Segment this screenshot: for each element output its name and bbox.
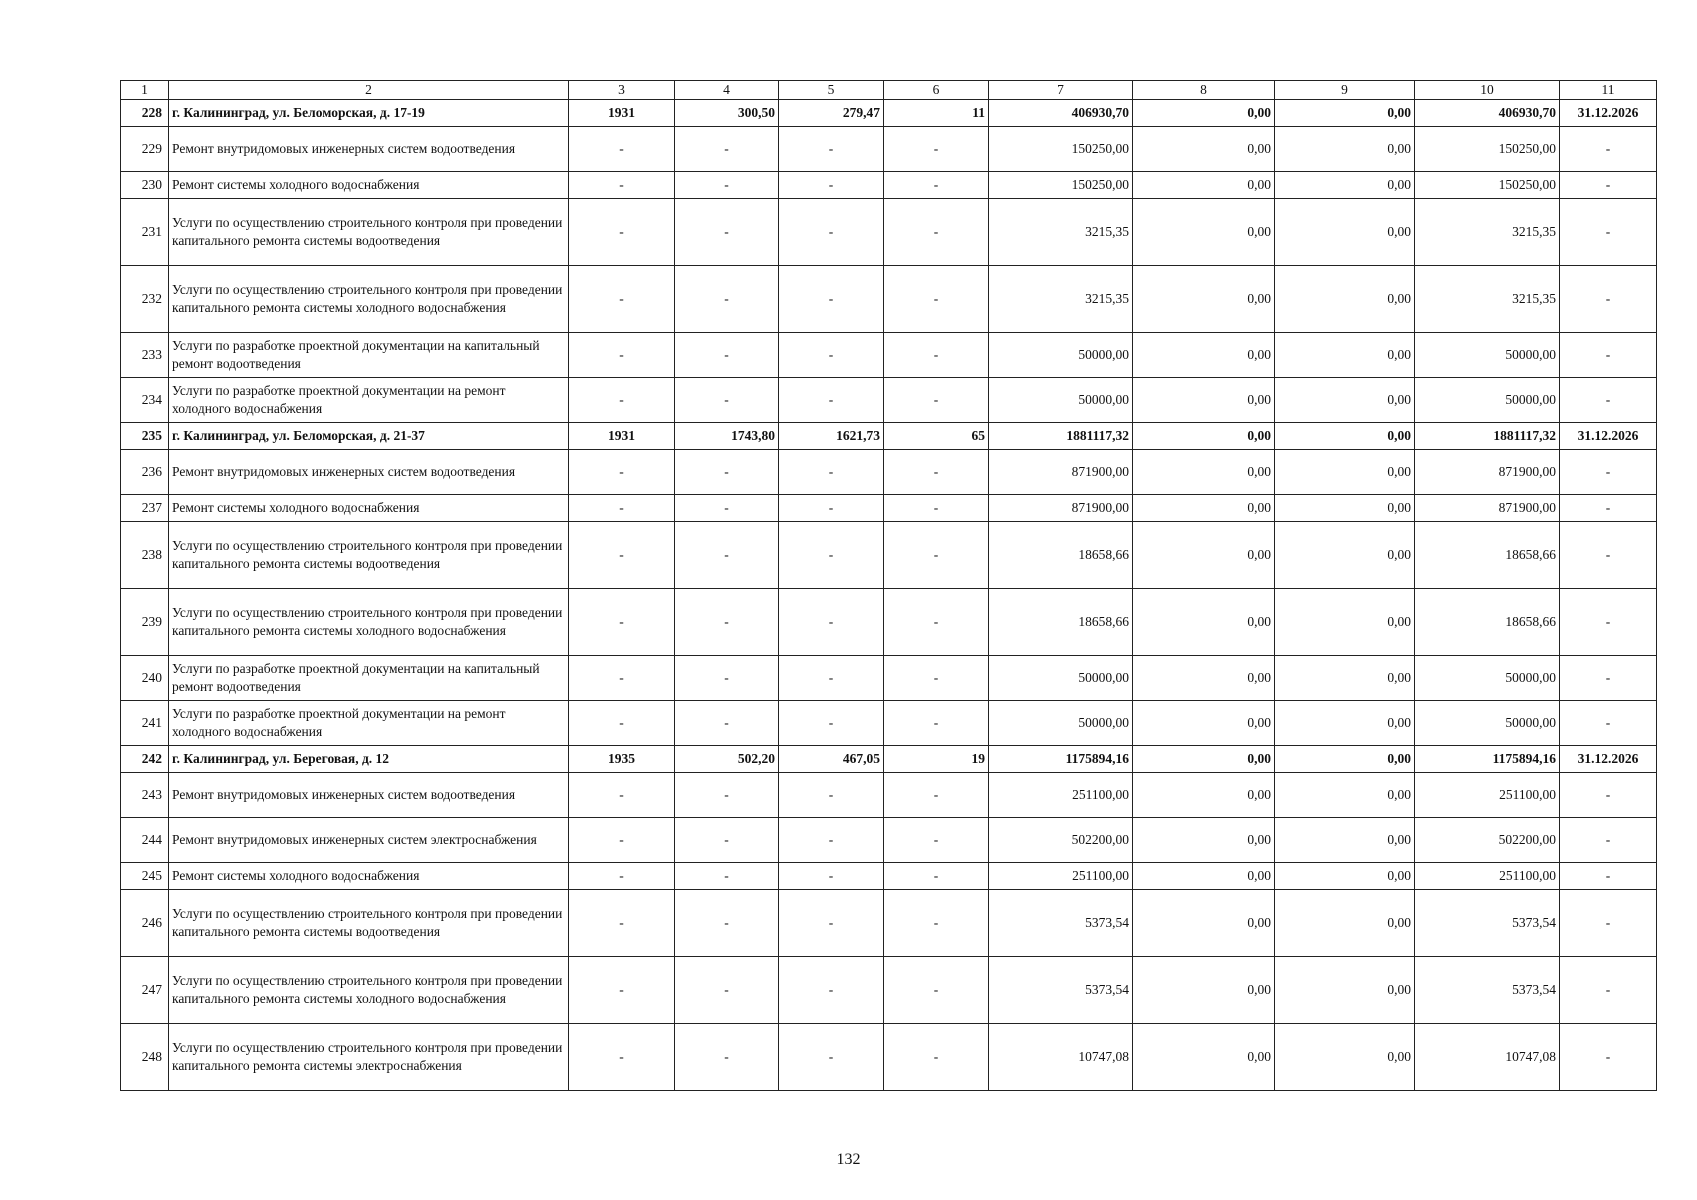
residents-cell: -	[884, 378, 989, 423]
row-number-cell: 232	[121, 266, 169, 333]
year-built-cell: -	[569, 495, 675, 522]
total-area-cell: -	[675, 818, 779, 863]
work-item-row	[121, 818, 1657, 863]
total-area-cell: -	[675, 890, 779, 957]
year-built-cell: -	[569, 863, 675, 890]
description-cell: Услуги по разработке проектной документации на ремонт холодного водоснабжения	[169, 378, 569, 423]
description-cell: Ремонт внутридомовых инженерных систем водоотведения	[169, 773, 569, 818]
year-built-cell: 1931	[569, 423, 675, 450]
description-cell: Услуги по осуществлению строительного контроля при проведении капитального ремонта системы водоотведения	[169, 199, 569, 266]
regional-fund-cost-cell: 50000,00	[1415, 656, 1560, 701]
living-area-cell: -	[779, 1024, 884, 1091]
residents-cell: 19	[884, 746, 989, 773]
header-cell: 8	[1133, 81, 1275, 100]
total-area-cell: -	[675, 863, 779, 890]
residents-cell: -	[884, 333, 989, 378]
fund-cost-cell: 0,00	[1133, 818, 1275, 863]
fund-cost-cell: 0,00	[1133, 450, 1275, 495]
other-cost-cell: 0,00	[1275, 199, 1415, 266]
fund-cost-cell: 0,00	[1133, 773, 1275, 818]
fund-cost-cell: 0,00	[1133, 890, 1275, 957]
work-item-row	[121, 199, 1657, 266]
year-built-cell: -	[569, 1024, 675, 1091]
total-cost-cell: 1881117,32	[989, 423, 1133, 450]
fund-cost-cell: 0,00	[1133, 1024, 1275, 1091]
total-cost-cell: 5373,54	[989, 957, 1133, 1024]
living-area-cell: -	[779, 818, 884, 863]
total-cost-cell: 871900,00	[989, 450, 1133, 495]
residents-cell: -	[884, 656, 989, 701]
total-cost-cell: 5373,54	[989, 890, 1133, 957]
fund-cost-cell: 0,00	[1133, 701, 1275, 746]
description-cell: г. Калининград, ул. Береговая, д. 12	[169, 746, 569, 773]
fund-cost-cell: 0,00	[1133, 266, 1275, 333]
year-built-cell: -	[569, 199, 675, 266]
residents-cell: -	[884, 589, 989, 656]
description-cell: г. Калининград, ул. Беломорская, д. 17-19	[169, 100, 569, 127]
row-number-cell: 244	[121, 818, 169, 863]
work-item-row	[121, 378, 1657, 423]
residents-cell: -	[884, 957, 989, 1024]
living-area-cell: -	[779, 701, 884, 746]
row-number-cell: 231	[121, 199, 169, 266]
living-area-cell: -	[779, 773, 884, 818]
completion-date-cell: 31.12.2026	[1560, 423, 1657, 450]
total-cost-cell: 50000,00	[989, 378, 1133, 423]
work-item-row	[121, 333, 1657, 378]
header-cell: 7	[989, 81, 1133, 100]
year-built-cell: 1935	[569, 746, 675, 773]
living-area-cell: 1621,73	[779, 423, 884, 450]
completion-date-cell: 31.12.2026	[1560, 746, 1657, 773]
address-row	[121, 100, 1657, 127]
fund-cost-cell: 0,00	[1133, 589, 1275, 656]
other-cost-cell: 0,00	[1275, 450, 1415, 495]
description-cell: Услуги по разработке проектной документации на ремонт холодного водоснабжения	[169, 701, 569, 746]
regional-fund-cost-cell: 150250,00	[1415, 172, 1560, 199]
regional-fund-cost-cell: 502200,00	[1415, 818, 1560, 863]
header-cell: 6	[884, 81, 989, 100]
completion-date-cell: -	[1560, 773, 1657, 818]
completion-date-cell: -	[1560, 1024, 1657, 1091]
header-cell: 5	[779, 81, 884, 100]
regional-fund-cost-cell: 871900,00	[1415, 450, 1560, 495]
regional-fund-cost-cell: 1881117,32	[1415, 423, 1560, 450]
fund-cost-cell: 0,00	[1133, 378, 1275, 423]
total-area-cell: -	[675, 378, 779, 423]
year-built-cell: -	[569, 773, 675, 818]
total-cost-cell: 251100,00	[989, 863, 1133, 890]
regional-fund-cost-cell: 50000,00	[1415, 701, 1560, 746]
year-built-cell: -	[569, 172, 675, 199]
header-cell: 11	[1560, 81, 1657, 100]
work-item-row	[121, 701, 1657, 746]
other-cost-cell: 0,00	[1275, 746, 1415, 773]
residents-cell: -	[884, 172, 989, 199]
year-built-cell: -	[569, 127, 675, 172]
total-area-cell: 502,20	[675, 746, 779, 773]
living-area-cell: -	[779, 522, 884, 589]
total-cost-cell: 502200,00	[989, 818, 1133, 863]
work-item-row	[121, 266, 1657, 333]
residents-cell: -	[884, 1024, 989, 1091]
row-number-cell: 236	[121, 450, 169, 495]
description-cell: Услуги по осуществлению строительного контроля при проведении капитального ремонта системы холодного водоснабжения	[169, 589, 569, 656]
other-cost-cell: 0,00	[1275, 863, 1415, 890]
document-sheet	[120, 80, 1656, 1091]
regional-fund-cost-cell: 10747,08	[1415, 1024, 1560, 1091]
residents-cell: -	[884, 127, 989, 172]
row-number-cell: 240	[121, 656, 169, 701]
living-area-cell: -	[779, 890, 884, 957]
completion-date-cell: -	[1560, 818, 1657, 863]
column-number-header-row	[121, 81, 1657, 100]
other-cost-cell: 0,00	[1275, 957, 1415, 1024]
header-cell: 1	[121, 81, 169, 100]
work-item-row	[121, 450, 1657, 495]
total-area-cell: -	[675, 701, 779, 746]
total-area-cell: -	[675, 773, 779, 818]
regional-fund-cost-cell: 251100,00	[1415, 863, 1560, 890]
fund-cost-cell: 0,00	[1133, 957, 1275, 1024]
row-number-cell: 238	[121, 522, 169, 589]
other-cost-cell: 0,00	[1275, 1024, 1415, 1091]
total-cost-cell: 3215,35	[989, 199, 1133, 266]
fund-cost-cell: 0,00	[1133, 199, 1275, 266]
fund-cost-cell: 0,00	[1133, 522, 1275, 589]
residents-cell: -	[884, 890, 989, 957]
description-cell: Ремонт внутридомовых инженерных систем электроснабжения	[169, 818, 569, 863]
completion-date-cell: -	[1560, 266, 1657, 333]
living-area-cell: -	[779, 957, 884, 1024]
fund-cost-cell: 0,00	[1133, 100, 1275, 127]
total-area-cell: -	[675, 127, 779, 172]
residents-cell: 11	[884, 100, 989, 127]
total-cost-cell: 871900,00	[989, 495, 1133, 522]
living-area-cell: -	[779, 333, 884, 378]
row-number-cell: 242	[121, 746, 169, 773]
other-cost-cell: 0,00	[1275, 890, 1415, 957]
other-cost-cell: 0,00	[1275, 701, 1415, 746]
completion-date-cell: -	[1560, 522, 1657, 589]
fund-cost-cell: 0,00	[1133, 172, 1275, 199]
description-cell: Услуги по осуществлению строительного контроля при проведении капитального ремонта системы электроснабжения	[169, 1024, 569, 1091]
living-area-cell: -	[779, 199, 884, 266]
residents-cell: -	[884, 450, 989, 495]
completion-date-cell: -	[1560, 589, 1657, 656]
completion-date-cell: -	[1560, 378, 1657, 423]
work-item-row	[121, 656, 1657, 701]
year-built-cell: -	[569, 656, 675, 701]
total-cost-cell: 50000,00	[989, 333, 1133, 378]
row-number-cell: 235	[121, 423, 169, 450]
regional-fund-cost-cell: 1175894,16	[1415, 746, 1560, 773]
address-row	[121, 423, 1657, 450]
row-number-cell: 237	[121, 495, 169, 522]
total-area-cell: -	[675, 450, 779, 495]
completion-date-cell: -	[1560, 890, 1657, 957]
fund-cost-cell: 0,00	[1133, 333, 1275, 378]
living-area-cell: -	[779, 378, 884, 423]
regional-fund-cost-cell: 18658,66	[1415, 589, 1560, 656]
total-area-cell: -	[675, 266, 779, 333]
description-cell: Ремонт системы холодного водоснабжения	[169, 863, 569, 890]
completion-date-cell: -	[1560, 127, 1657, 172]
total-area-cell: -	[675, 199, 779, 266]
other-cost-cell: 0,00	[1275, 127, 1415, 172]
year-built-cell: -	[569, 818, 675, 863]
total-cost-cell: 406930,70	[989, 100, 1133, 127]
work-item-row	[121, 127, 1657, 172]
regional-fund-cost-cell: 871900,00	[1415, 495, 1560, 522]
total-cost-cell: 50000,00	[989, 701, 1133, 746]
year-built-cell: -	[569, 701, 675, 746]
regional-fund-cost-cell: 251100,00	[1415, 773, 1560, 818]
living-area-cell: -	[779, 656, 884, 701]
regional-fund-cost-cell: 3215,35	[1415, 199, 1560, 266]
total-cost-cell: 18658,66	[989, 522, 1133, 589]
other-cost-cell: 0,00	[1275, 773, 1415, 818]
row-number-cell: 246	[121, 890, 169, 957]
year-built-cell: -	[569, 589, 675, 656]
living-area-cell: -	[779, 589, 884, 656]
completion-date-cell: -	[1560, 495, 1657, 522]
header-cell: 3	[569, 81, 675, 100]
other-cost-cell: 0,00	[1275, 266, 1415, 333]
work-item-row	[121, 522, 1657, 589]
other-cost-cell: 0,00	[1275, 378, 1415, 423]
description-cell: Ремонт системы холодного водоснабжения	[169, 172, 569, 199]
page-number: 132	[836, 1151, 861, 1168]
completion-date-cell: -	[1560, 199, 1657, 266]
other-cost-cell: 0,00	[1275, 100, 1415, 127]
residents-cell: -	[884, 522, 989, 589]
row-number-cell: 234	[121, 378, 169, 423]
living-area-cell: -	[779, 863, 884, 890]
row-number-cell: 239	[121, 589, 169, 656]
completion-date-cell: -	[1560, 656, 1657, 701]
total-cost-cell: 150250,00	[989, 127, 1133, 172]
total-area-cell: -	[675, 172, 779, 199]
year-built-cell: -	[569, 378, 675, 423]
fund-cost-cell: 0,00	[1133, 863, 1275, 890]
residents-cell: -	[884, 701, 989, 746]
total-cost-cell: 251100,00	[989, 773, 1133, 818]
work-item-row	[121, 863, 1657, 890]
other-cost-cell: 0,00	[1275, 589, 1415, 656]
residents-cell: -	[884, 266, 989, 333]
regional-fund-cost-cell: 406930,70	[1415, 100, 1560, 127]
residents-cell: -	[884, 863, 989, 890]
total-cost-cell: 10747,08	[989, 1024, 1133, 1091]
regional-fund-cost-cell: 50000,00	[1415, 378, 1560, 423]
description-cell: Услуги по осуществлению строительного контроля при проведении капитального ремонта системы холодного водоснабжения	[169, 266, 569, 333]
completion-date-cell: -	[1560, 172, 1657, 199]
header-cell: 2	[169, 81, 569, 100]
total-area-cell: -	[675, 1024, 779, 1091]
row-number-cell: 241	[121, 701, 169, 746]
fund-cost-cell: 0,00	[1133, 423, 1275, 450]
total-area-cell: 300,50	[675, 100, 779, 127]
work-item-row	[121, 589, 1657, 656]
living-area-cell: -	[779, 495, 884, 522]
fund-cost-cell: 0,00	[1133, 746, 1275, 773]
work-item-row	[121, 773, 1657, 818]
regional-fund-cost-cell: 5373,54	[1415, 957, 1560, 1024]
row-number-cell: 248	[121, 1024, 169, 1091]
year-built-cell: -	[569, 266, 675, 333]
completion-date-cell: -	[1560, 333, 1657, 378]
header-cell: 10	[1415, 81, 1560, 100]
other-cost-cell: 0,00	[1275, 522, 1415, 589]
other-cost-cell: 0,00	[1275, 172, 1415, 199]
total-area-cell: -	[675, 495, 779, 522]
work-item-row	[121, 957, 1657, 1024]
completion-date-cell: -	[1560, 957, 1657, 1024]
description-cell: Услуги по осуществлению строительного контроля при проведении капитального ремонта системы холодного водоснабжения	[169, 957, 569, 1024]
completion-date-cell: -	[1560, 863, 1657, 890]
completion-date-cell: 31.12.2026	[1560, 100, 1657, 127]
header-cell: 9	[1275, 81, 1415, 100]
residents-cell: -	[884, 818, 989, 863]
description-cell: Ремонт внутридомовых инженерных систем водоотведения	[169, 127, 569, 172]
address-row	[121, 746, 1657, 773]
row-number-cell: 247	[121, 957, 169, 1024]
other-cost-cell: 0,00	[1275, 423, 1415, 450]
row-number-cell: 233	[121, 333, 169, 378]
living-area-cell: -	[779, 450, 884, 495]
living-area-cell: 467,05	[779, 746, 884, 773]
total-cost-cell: 18658,66	[989, 589, 1133, 656]
year-built-cell: -	[569, 522, 675, 589]
living-area-cell: -	[779, 127, 884, 172]
work-item-row	[121, 890, 1657, 957]
row-number-cell: 243	[121, 773, 169, 818]
completion-date-cell: -	[1560, 450, 1657, 495]
total-cost-cell: 3215,35	[989, 266, 1133, 333]
year-built-cell: -	[569, 333, 675, 378]
description-cell: Услуги по разработке проектной документации на капитальный ремонт водоотведения	[169, 333, 569, 378]
residents-cell: -	[884, 495, 989, 522]
other-cost-cell: 0,00	[1275, 818, 1415, 863]
row-number-cell: 230	[121, 172, 169, 199]
fund-cost-cell: 0,00	[1133, 495, 1275, 522]
capital-repair-table	[120, 80, 1657, 1091]
description-cell: Услуги по осуществлению строительного контроля при проведении капитального ремонта системы водоотведения	[169, 522, 569, 589]
regional-fund-cost-cell: 5373,54	[1415, 890, 1560, 957]
row-number-cell: 245	[121, 863, 169, 890]
row-number-cell: 229	[121, 127, 169, 172]
year-built-cell: 1931	[569, 100, 675, 127]
residents-cell: 65	[884, 423, 989, 450]
regional-fund-cost-cell: 50000,00	[1415, 333, 1560, 378]
row-number-cell: 228	[121, 100, 169, 127]
total-area-cell: 1743,80	[675, 423, 779, 450]
residents-cell: -	[884, 773, 989, 818]
description-cell: Ремонт внутридомовых инженерных систем водоотведения	[169, 450, 569, 495]
total-area-cell: -	[675, 589, 779, 656]
description-cell: Услуги по разработке проектной документации на капитальный ремонт водоотведения	[169, 656, 569, 701]
living-area-cell: -	[779, 266, 884, 333]
regional-fund-cost-cell: 3215,35	[1415, 266, 1560, 333]
work-item-row	[121, 495, 1657, 522]
regional-fund-cost-cell: 150250,00	[1415, 127, 1560, 172]
total-cost-cell: 150250,00	[989, 172, 1133, 199]
year-built-cell: -	[569, 957, 675, 1024]
completion-date-cell: -	[1560, 701, 1657, 746]
living-area-cell: 279,47	[779, 100, 884, 127]
other-cost-cell: 0,00	[1275, 495, 1415, 522]
total-area-cell: -	[675, 957, 779, 1024]
table-body	[121, 81, 1657, 1091]
regional-fund-cost-cell: 18658,66	[1415, 522, 1560, 589]
work-item-row	[121, 172, 1657, 199]
work-item-row	[121, 1024, 1657, 1091]
description-cell: г. Калининград, ул. Беломорская, д. 21-37	[169, 423, 569, 450]
description-cell: Услуги по осуществлению строительного контроля при проведении капитального ремонта системы водоотведения	[169, 890, 569, 957]
other-cost-cell: 0,00	[1275, 656, 1415, 701]
year-built-cell: -	[569, 890, 675, 957]
header-cell: 4	[675, 81, 779, 100]
fund-cost-cell: 0,00	[1133, 656, 1275, 701]
other-cost-cell: 0,00	[1275, 333, 1415, 378]
year-built-cell: -	[569, 450, 675, 495]
fund-cost-cell: 0,00	[1133, 127, 1275, 172]
living-area-cell: -	[779, 172, 884, 199]
residents-cell: -	[884, 199, 989, 266]
total-area-cell: -	[675, 656, 779, 701]
description-cell: Ремонт системы холодного водоснабжения	[169, 495, 569, 522]
total-cost-cell: 1175894,16	[989, 746, 1133, 773]
total-area-cell: -	[675, 522, 779, 589]
total-cost-cell: 50000,00	[989, 656, 1133, 701]
total-area-cell: -	[675, 333, 779, 378]
